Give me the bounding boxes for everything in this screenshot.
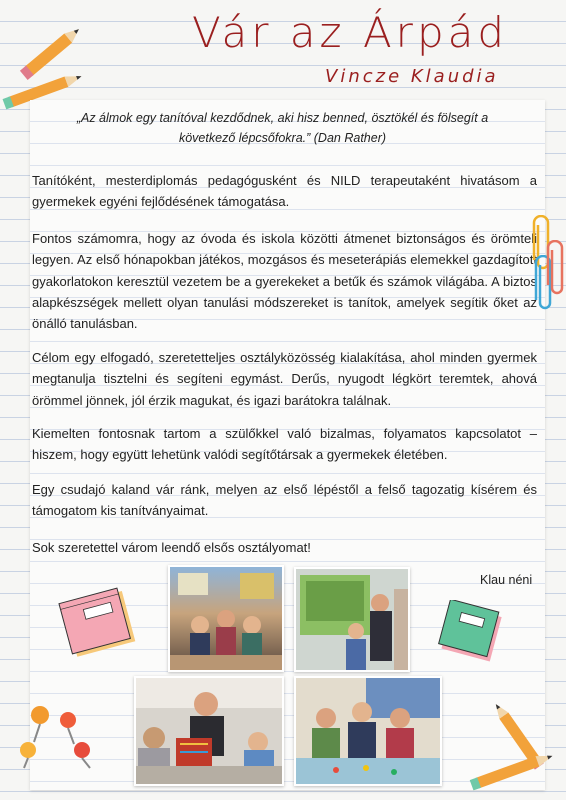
page-title: Vár az Árpád [191,8,509,57]
paragraph-5: Egy csudajó kaland vár ránk, melyen az első lépéstől a felső tagozatig kísérem és támogatom kis tanítványaimat. [32,482,537,519]
paragraph-1: Tanítóként, mesterdiplomás pedagógusként és NILD terapeutaként hivatásom a gyermekek egyéni fejlődésének támogatása. [32,173,537,210]
notebook-icon [432,600,512,670]
notebook-icon [58,585,148,665]
pushpin-icon [10,700,110,770]
classroom-photo [294,676,442,786]
classroom-photo [294,567,410,672]
signature: Klau néni [480,573,533,587]
paragraph-2: Fontos számomra, hogy az óvoda és iskola közötti átmenet biztonságos és örömteli legyen. Az első hónapokban játékos, mozgásos és meseterápiás elemekkel gazdagított gyakorlatokon keresztül vezetem be a gyerekeket a betűk és számok világába. A biztos alapkészségek mellett olyan tanulási módszereket is tanítok, amelyek segítik őket az önálló tanulásban. [32,231,537,332]
paperclip-icon [546,240,566,300]
classroom-photo [168,565,284,672]
paragraph-4: Kiemelten fontosnak tartom a szülőkkel való bizalmas, folyamatos kapcsolatot – hiszem, hogy együtt lehetünk valódi segítőtársak a gyermekek életében. [32,426,537,463]
pencil-icon [465,745,565,795]
quote: „Az álmok egy tanítóval kezdődnek, aki hisz benned, ösztökél és fölsegít a következő lépcsőfokra.” (Dan Rather) [76,111,489,145]
classroom-photo [134,676,284,786]
author-name: Vincze Klaudia [325,66,499,87]
paragraph-6: Sok szeretettel várom leendő elsős osztályomat! [32,540,311,555]
paragraph-3: Célom egy elfogadó, szeretetteljes osztályközösség kialakítása, ahol minden gyermek megtanulja tisztelni és segíteni egymást. Derűs, nyugodt légkört teremtek, ahová örömmel jönnek, jól érzik magukat, és igazi barátokra találnak. [32,350,537,408]
